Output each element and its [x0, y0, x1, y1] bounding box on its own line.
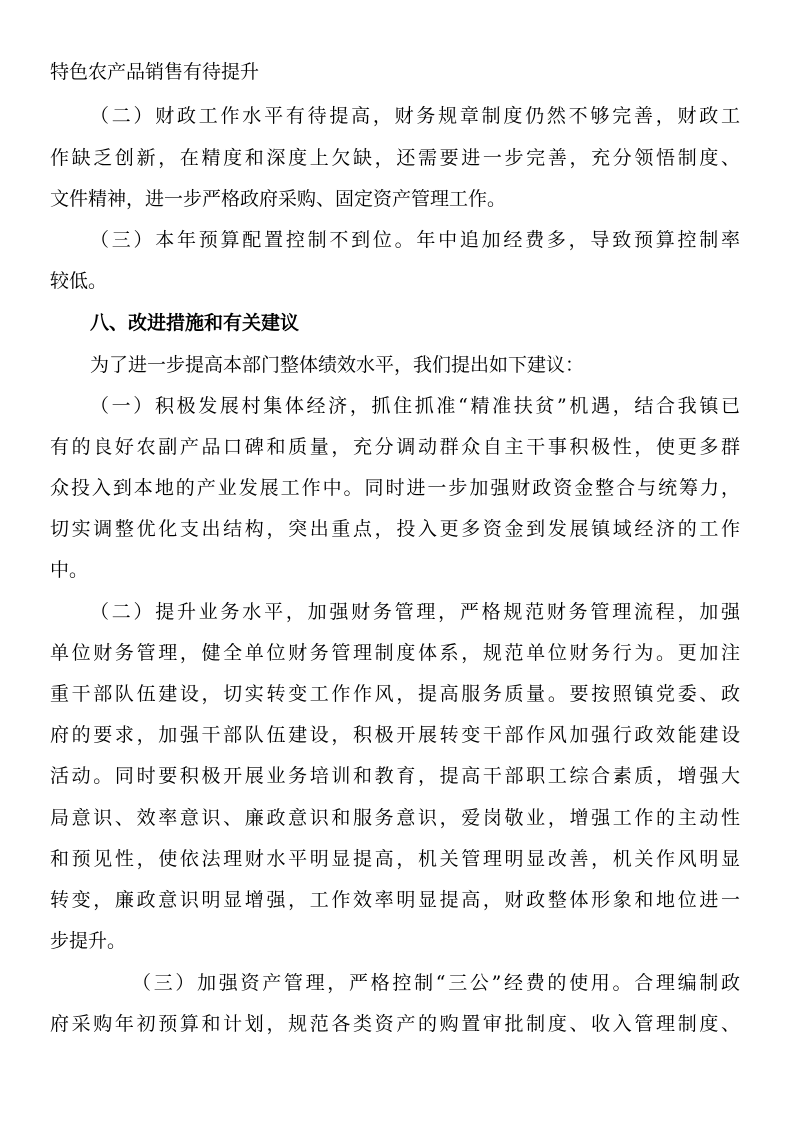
text-line: （一）积极发展村集体经济，抓住抓准“精准扶贫”机遇，结合我镇已: [90, 395, 740, 417]
text-line: （二）财政工作水平有待提高，财务规章制度仍然不够完善，财政工: [90, 105, 740, 127]
text-line: 作缺乏创新，在精度和深度上欠缺，还需要进一步完善，充分领悟制度、: [50, 147, 740, 169]
text-line: 步提升。: [50, 930, 127, 952]
text-line: 切实调整优化支出结构，突出重点，投入更多资金到发展镇域经济的工作: [50, 518, 740, 540]
text-line: （二）提升业务水平，加强财务管理，严格规范财务管理流程，加强: [90, 601, 740, 623]
text-line: 众投入到本地的产业发展工作中。同时进一步加强财政资金整合与统筹力，: [50, 477, 740, 499]
text-line: 重干部队伍建设，切实转变工作作风，提高服务质量。要按照镇党委、政: [50, 683, 740, 705]
text-line: （三）本年预算配置控制不到位。年中追加经费多，导致预算控制率: [90, 229, 740, 251]
text-line: 转变，廉政意识明显增强，工作效率明显提高，财政整体形象和地位进一: [50, 889, 740, 911]
text-line: 为了进一步提高本部门整体绩效水平，我们提出如下建议：: [90, 354, 585, 376]
text-line: （三）加强资产管理，严格控制“三公”经费的使用。合理编制政: [132, 972, 740, 994]
text-line: 和预见性，使依法理财水平明显提高，机关管理明显改善，机关作风明显: [50, 848, 740, 870]
text-line: 府的要求，加强干部队伍建设，积极开展转变干部作风加强行政效能建设: [50, 724, 740, 746]
text-line: 府采购年初预算和计划，规范各类资产的购置审批制度、收入管理制度、: [50, 1013, 740, 1035]
text-line: 局意识、效率意识、廉政意识和服务意识，爱岗敬业，增强工作的主动性: [50, 807, 740, 829]
text-line: 文件精神，进一步严格政府采购、固定资产管理工作。: [50, 188, 507, 210]
text-line: 较低。: [50, 270, 108, 292]
section-heading: 八、改进措施和有关建议: [90, 312, 300, 334]
text-line: 有的良好农副产品口碑和质量，充分调动群众自主干事积极性，使更多群: [50, 436, 740, 458]
text-line: 单位财务管理，健全单位财务管理制度体系，规范单位财务行为。更加注: [50, 642, 740, 664]
text-line: 特色农产品销售有待提升: [50, 61, 260, 83]
text-line: 活动。同时要积极开展业务培训和教育，提高干部职工综合素质，增强大: [50, 765, 740, 787]
text-line: 中。: [50, 559, 89, 581]
